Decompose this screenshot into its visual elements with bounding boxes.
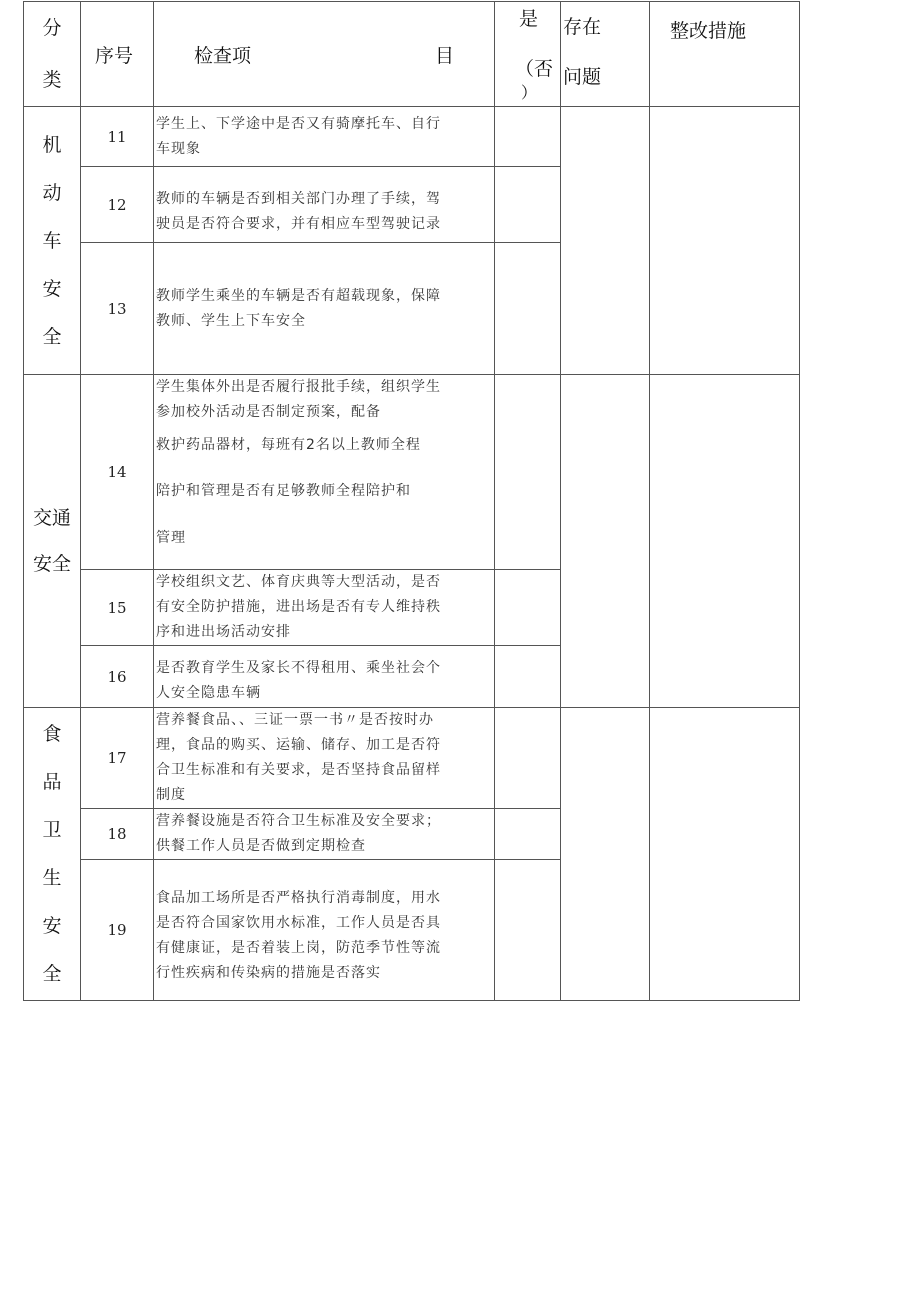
check-item: 营养餐食品、、三证一票一书〃是否按时办 理，食品的购买、运输、储存、加工是否符 合卫生标准和有关要求，是否坚持食品留样 制度: [154, 708, 495, 809]
yes-no-cell[interactable]: [495, 167, 561, 243]
check-item: 学校组织文艺、体育庆典等大型活动，是否 有安全防护措施，进出场是否有专人维持秩 序和进出场活动安排: [154, 570, 495, 646]
row-number: 19: [81, 860, 154, 1001]
check-item: 教师学生乘坐的车辆是否有超载现象，保障 教师、学生上下车安全: [154, 243, 495, 375]
header-yes-no: 是 （否 ）: [495, 2, 561, 107]
table-row: [24, 375, 800, 570]
yes-no-cell[interactable]: [495, 860, 561, 1001]
row-number: 15: [81, 570, 154, 646]
yes-no-cell[interactable]: [495, 809, 561, 860]
check-item: 学生上、下学途中是否又有骑摩托车、自行 车现象: [154, 107, 495, 167]
yes-no-cell[interactable]: [495, 646, 561, 708]
yes-no-cell[interactable]: [495, 243, 561, 375]
category-motor-vehicle-safety: 机 动 车 安 全: [24, 107, 81, 375]
measures-cell[interactable]: [650, 375, 800, 708]
issues-cell[interactable]: [561, 375, 650, 708]
measures-cell[interactable]: [650, 708, 800, 1001]
yes-no-cell[interactable]: [495, 708, 561, 809]
yes-no-cell[interactable]: [495, 107, 561, 167]
check-item: 学生集体外出是否履行报批手续，组织学生 参加校外活动是否制定预案，配备 救护药品器材，每班有2名以上教师全程 陪护和管理是否有足够教师全程陪护和 管理: [154, 375, 495, 570]
inspection-table: [23, 1, 800, 1001]
header-seq: 序号: [81, 2, 154, 107]
check-item: 教师的车辆是否到相关部门办理了手续，驾 驶员是否符合要求，并有相应车型驾驶记录: [154, 167, 495, 243]
row-number: 14: [81, 375, 154, 570]
row-number: 16: [81, 646, 154, 708]
yes-no-cell[interactable]: [495, 375, 561, 570]
check-item: 食品加工场所是否严格执行消毒制度，用水 是否符合国家饮用水标准，工作人员是否具 有健康证，是否着装上岗，防范季节性等流 行性疾病和传染病的措施是否落实: [154, 860, 495, 1001]
row-number: 18: [81, 809, 154, 860]
header-measures: 整改措施: [650, 2, 800, 107]
measures-cell[interactable]: [650, 107, 800, 375]
row-number: 12: [81, 167, 154, 243]
table-row: [24, 107, 800, 167]
category-food-hygiene-safety: 食 品 卫 生 安 全: [24, 708, 81, 1001]
issues-cell[interactable]: [561, 708, 650, 1001]
row-number: 13: [81, 243, 154, 375]
row-number: 17: [81, 708, 154, 809]
header-row: [24, 2, 800, 107]
issues-cell[interactable]: [561, 107, 650, 375]
table-row: [24, 708, 800, 809]
category-traffic-safety: 交通 安全: [24, 375, 81, 708]
header-check-item: 检查项 目: [154, 2, 495, 107]
check-item: 是否教育学生及家长不得租用、乘坐社会个 人安全隐患车辆: [154, 646, 495, 708]
check-item: 营养餐设施是否符合卫生标准及安全要求； 供餐工作人员是否做到定期检查: [154, 809, 495, 860]
header-category: 分 类: [24, 2, 81, 107]
header-issues: 存在 问题: [561, 2, 650, 107]
row-number: 11: [81, 107, 154, 167]
yes-no-cell[interactable]: [495, 570, 561, 646]
